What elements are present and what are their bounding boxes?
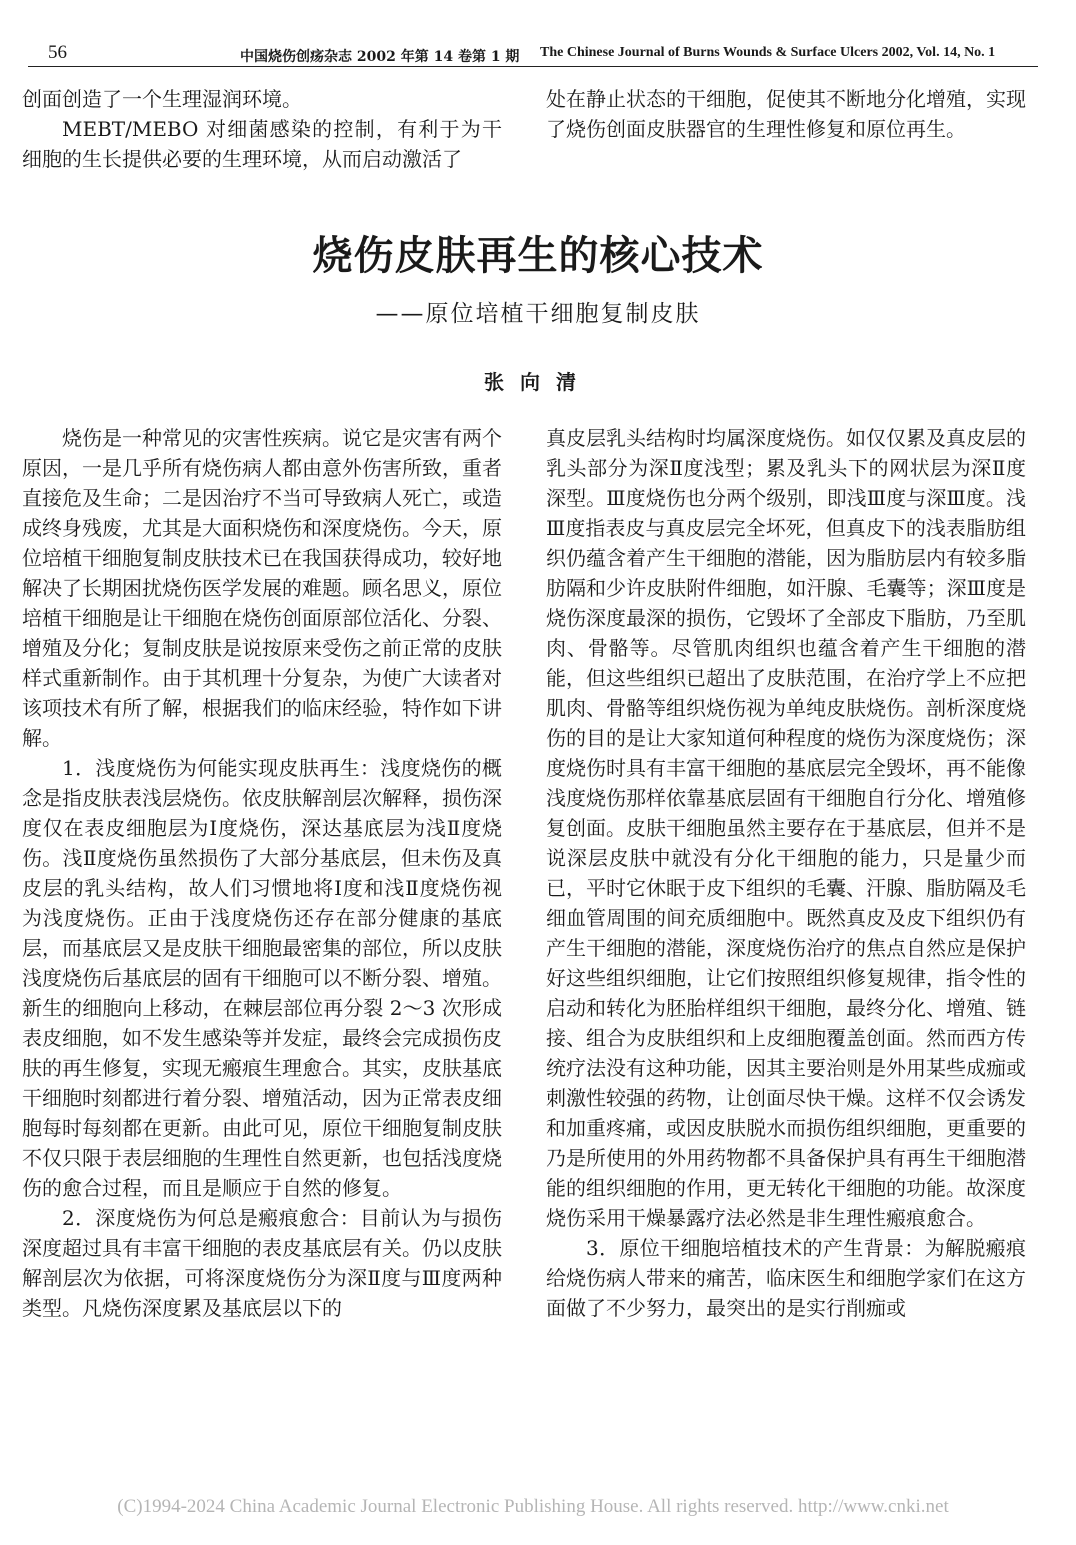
prev-article-paragraph: 处在静止状态的干细胞，促使其不断地分化增殖，实现了烧伤创面皮肤器官的生理性修复和原位再生。 bbox=[546, 87, 1026, 141]
body-paragraph: 真皮层乳头结构时均属深度烧伤。如仅仅累及真皮层的乳头部分为深Ⅱ度浅型；累及乳头下的网状层为深Ⅱ度深型。Ⅲ度烧伤也分两个级别，即浅Ⅲ度与深Ⅲ度。浅Ⅲ度指表皮与真皮层完全坏死，但真皮下的浅表脂肪组织仍蕴含着产生干细胞的潜能，因为脂肪层内有较多脂肪隔和少许皮肤附件细胞，如汗腺、毛囊等；深Ⅲ度是烧伤深度最深的损伤，它毁坏了全部皮下脂肪，乃至肌肉、骨骼等。尽管肌肉组织也蕴含着产生干细胞的潜能，但这些组织已超出了皮肤范围，在治疗学上不应把肌肉、骨骼等组织烧伤视为单纯皮肤烧伤。剖析深度烧伤的目的是让大家知道何种程度的烧伤为深度烧伤；深度烧伤时具有丰富干细胞的基底层完全毁坏，再不能像浅度烧伤那样依靠基底层固有干细胞自行分化、增殖修复创面。皮肤干细胞虽然主要存在于基底层，但并不是说深层皮肤中就没有分化干细胞的能力，只是量少而已，平时它休眠于皮下组织的毛囊、汗腺、脂肪隔及毛细血管周围的间充质细胞中。既然真皮及皮下组织仍有产生干细胞的潜能，深度烧伤治疗的焦点自然应是保护好这些组织细胞，让它们按照组织修复规律，指令性的启动和转化为胚胎样组织干细胞，最终分化、增殖、链接、组合为皮肤组织和上皮细胞覆盖创面。然而西方传统疗法没有这种功能，因其主要治则是外用某些成痂或刺激性较强的药物，让创面尽快干燥。这样不仅会诱发和加重疼痛，或因皮肤脱水而损伤组织细胞，更重要的乃是所使用的外用药物都不具备保护具有再生干细胞潜能的组织细胞的作用，更无转化干细胞的功能。故深度烧伤采用干燥暴露疗法必然是非生理性瘢痕愈合。 bbox=[546, 426, 1026, 1230]
body-paragraph: 2．深度烧伤为何总是瘢痕愈合：目前认为与损伤深度超过具有丰富干细胞的表皮基底层有关。仍以皮肤解剖层次为依据，可将深度烧伤分为深Ⅱ度与Ⅲ度两种类型。凡烧伤深度累及基底层以下的 bbox=[22, 1206, 502, 1320]
copyright-watermark: (C)1994-2024 China Academic Journal Electronic Publishing House. All rights reserved. http://www.cnki.net bbox=[117, 1496, 949, 1517]
article-title: 烧伤皮肤再生的核心技术 bbox=[312, 233, 764, 279]
body-paragraph: 烧伤是一种常见的灾害性疾病。说它是灾害有两个原因，一是几乎所有烧伤病人都由意外伤害所致，重者直接危及生命；二是因治疗不当可导致病人死亡，或造成终身残废，尤其是大面积烧伤和深度烧伤。今天，原位培植干细胞复制皮肤技术已在我国获得成功，较好地解决了长期困扰烧伤医学发展的难题。顾名思义，原位培植干细胞是让干细胞在烧伤创面原部位活化、分裂、增殖及分化；复制皮肤是说按原来受伤之前正常的皮肤样式重新制作。由于其机理十分复杂，为使广大读者对该项技术有所了解，根据我们的临床经验，特作如下讲解。 bbox=[22, 426, 502, 750]
prev-article-left-column bbox=[22, 84, 502, 174]
article-author: 张向清 bbox=[484, 370, 592, 394]
prev-article-paragraph: MEBT/MEBO 对细菌感染的控制，有利于为干细胞的生长提供必要的生理环境，从而启动激活了 bbox=[22, 117, 502, 171]
page-number: 56 bbox=[48, 42, 67, 63]
body-left-column bbox=[22, 423, 502, 1323]
prev-article-paragraph: 创面创造了一个生理湿润环境。 bbox=[22, 87, 302, 111]
prev-article-right-column bbox=[546, 84, 1026, 144]
journal-name-en: The Chinese Journal of Burns Wounds & Surface Ulcers 2002, Vol. 14, No. 1 bbox=[540, 45, 996, 60]
body-paragraph: 3．原位干细胞培植技术的产生背景：为解脱瘢痕给烧伤病人带来的痛苦，临床医生和细胞学家们在这方面做了不少努力，最突出的是实行削痂或 bbox=[546, 1236, 1026, 1320]
running-header bbox=[28, 40, 1038, 67]
article-subtitle: ——原位培植干细胞复制皮肤 bbox=[375, 301, 701, 327]
body-right-column bbox=[546, 423, 1026, 1323]
body-paragraph: 1．浅度烧伤为何能实现皮肤再生：浅度烧伤的概念是指皮肤表浅层烧伤。依皮肤解剖层次解释，损伤深度仅在表皮细胞层为Ⅰ度烧伤，深达基底层为浅Ⅱ度烧伤。浅Ⅱ度烧伤虽然损伤了大部分基底层，但未伤及真皮层的乳头结构，故人们习惯地将Ⅰ度和浅Ⅱ度烧伤视为浅度烧伤。正由于浅度烧伤还存在部分健康的基底层，而基底层又是皮肤干细胞最密集的部位，所以皮肤浅度烧伤后基底层的固有干细胞可以不断分裂、增殖。新生的细胞向上移动，在棘层部位再分裂 2～3 次形成表皮细胞，如不发生感染等并发症，最终会完成损伤皮肤的再生修复，实现无瘢痕生理愈合。其实，皮肤基底干细胞时刻都进行着分裂、增殖活动，因为正常表皮细胞每时每刻都在更新。由此可见，原位干细胞复制皮肤不仅只限于表层细胞的生理性自然更新，也包括浅度烧伤的愈合过程，而且是顺应于自然的修复。 bbox=[22, 756, 502, 1200]
journal-name-cn: 中国烧伤创疡杂志 2002 年第 14 卷第 1 期 bbox=[240, 49, 520, 65]
